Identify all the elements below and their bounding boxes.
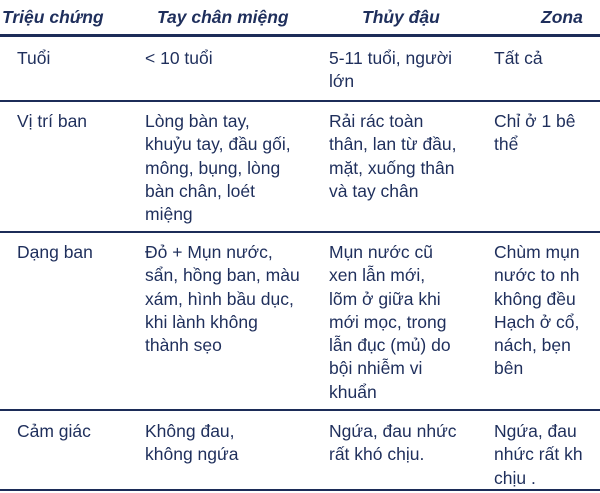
cell-rash-type-shingles: Chùm mụn nước to nh không đều Hạch ở cổ, nách, bẹn bên (494, 242, 580, 379)
row-label-age: Tuổi (17, 48, 51, 68)
cell-location-chickenpox: Rải rác toàn thân, lan từ đầu, mặt, xuống thân và tay chân (329, 111, 457, 201)
cell-sensation-hfmd: Không đau, không ngứa (145, 421, 239, 465)
header-symptom: Triệu chứng (2, 7, 104, 27)
cell-age-shingles: Tất cả (494, 48, 543, 68)
cell-sensation-chickenpox: Ngứa, đau nhức rất khó chịu. (329, 421, 457, 465)
cell-rash-type-hfmd: Đỏ + Mụn nước, sẩn, hồng ban, màu xám, hình bầu dục, khi lành không thành sẹo (145, 242, 300, 356)
cell-location-hfmd: Lòng bàn tay, khuỷu tay, đầu gối, mông, bụng, lòng bàn chân, loét miệng (145, 111, 291, 225)
cell-age-hfmd: < 10 tuổi (145, 48, 213, 68)
header-chickenpox: Thủy đậu (362, 7, 440, 27)
header-shingles: Zona (541, 7, 583, 27)
row-label-rash-type: Dạng ban (17, 242, 93, 262)
row-divider (0, 100, 600, 102)
cell-location-shingles: Chỉ ở 1 bê thể (494, 111, 576, 155)
cell-age-chickenpox: 5-11 tuổi, người lớn (329, 48, 453, 92)
header-rule (0, 34, 600, 37)
row-label-sensation: Cảm giác (17, 421, 91, 441)
header-hfmd: Tay chân miệng (157, 7, 289, 27)
row-divider (0, 231, 600, 233)
cell-rash-type-chickenpox: Mụn nước cũ xen lẫn mới, lõm ở giữa khi mới mọc, trong lẫn đục (mủ) do bội nhiễm vi khuẩn (329, 242, 451, 402)
row-label-location: Vị trí ban (17, 111, 88, 131)
cell-sensation-shingles: Ngứa, đau nhức rất kh chịu . (494, 421, 583, 488)
row-divider (0, 409, 600, 411)
